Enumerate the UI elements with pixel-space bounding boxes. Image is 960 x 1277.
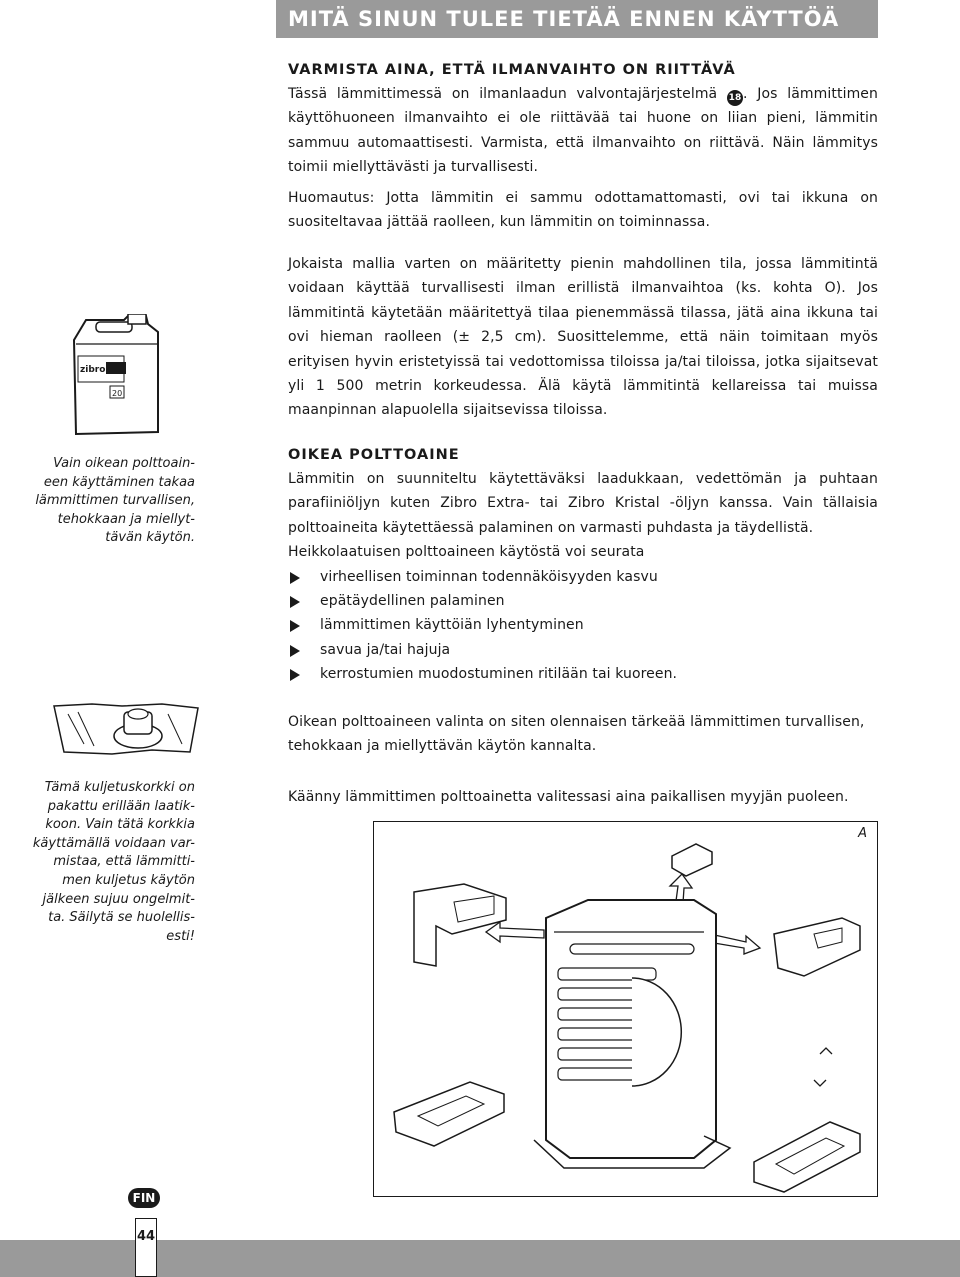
fuel-conclusion: Oikean polttoaineen valinta on siten olennaisen tärkeää lämmittimen turvallisen, tehokkaan ja miellyttävän käytön kannalta. bbox=[288, 714, 865, 755]
canister-capacity-text: 20 bbox=[112, 389, 123, 398]
ventilation-line1-end: . Jos lämmittimen bbox=[742, 86, 878, 102]
transport-cap-illustration bbox=[52, 700, 200, 758]
list-item: virheellisen toiminnan todennäköisyyden kasvu bbox=[288, 565, 878, 589]
language-badge: FIN bbox=[128, 1188, 160, 1208]
list-item: kerrostumien muodostuminen ritilään tai kuoreen. bbox=[288, 662, 878, 686]
min-space-paragraph: Jokaista mallia varten on määritetty pienin mahdollinen tila, jossa lämmitintä voidaan käyttää turvallisesti ilman erillistä ilmanvaihtoa (ks. kohta O). Jos lämmitintä käytetään määritettyä tilaa pienemmässä tilassa, jätä aina ikkuna tai ovi hieman raolleen (± 2,5 cm). Suosittelemme, että näin toimitaan myös erityisen hyvin eristetyissä tai vedottomissa tiloissa ja/tai tiloissa, jotka sijaitsevat yli 1 500 metrin korkeudessa. Älä käytä lämmitintä kellareissa tai muissa maanpinnan alapuolella sijaitsevissa tiloissa. bbox=[288, 256, 878, 419]
fuel-canister-illustration bbox=[66, 314, 166, 440]
list-item: savua ja/tai hajuja bbox=[288, 638, 878, 662]
list-item: lämmittimen käyttöiän lyhentyminen bbox=[288, 613, 878, 637]
list-item: epätäydellinen palaminen bbox=[288, 589, 878, 613]
fuel-consequences-intro: Heikkolaatuisen polttoaineen käytöstä voi seurata bbox=[288, 544, 645, 561]
ventilation-heading: VARMISTA AINA, ETTÄ ILMANVAIHTO ON RIITTÄVÄ bbox=[288, 62, 736, 78]
heater-drawing bbox=[374, 822, 877, 1196]
page-header: MITÄ SINUN TULEE TIETÄÄ ENNEN KÄYTTÖÄ bbox=[276, 0, 878, 38]
ventilation-text bbox=[288, 82, 878, 180]
heater-packaging-figure bbox=[373, 821, 878, 1197]
canister-brand-text: zibro bbox=[80, 365, 106, 375]
fuel-heading: OIKEA POLTTOAINE bbox=[288, 447, 460, 463]
fuel-side-caption: Vain oikean polttoain- een käyttäminen takaa lämmittimen turvallisen, tehokkaan ja miellyt- tävän käytön. bbox=[35, 456, 195, 546]
figure-label: A bbox=[858, 826, 867, 841]
ventilation-note: Huomautus: Jotta lämmitin ei sammu odottamattomasti, ovi tai ikkuna on suositeltavaa jättää raolleen, kun lämmitin on toiminnassa. bbox=[288, 189, 878, 231]
fuel-consequences-list bbox=[288, 565, 878, 687]
cap-side-caption: Tämä kuljetuskorkki on pakattu erillään laatik- koon. Vain tätä korkkia käyttämällä voidaan var- mistaa, että lämmitti- men kuljetus käytön jälkeen sujuu ongelmit- ta. Säilytä se huolellis- esti! bbox=[32, 780, 195, 944]
ventilation-line1-start: Tässä lämmittimessä on ilmanlaadun valvontajärjestelmä bbox=[288, 86, 718, 102]
page-number: 44 bbox=[135, 1218, 157, 1277]
ventilation-section bbox=[288, 58, 878, 234]
fuel-advice: Käänny lämmittimen polttoainetta valitessasi aina paikallisen myyjän puoleen. bbox=[288, 789, 849, 805]
ventilation-rest: käyttöhuoneen ilmanvaihto ei ole riittävää tai huone on liian pieni, lämmitin sammuu automaattisesti. Varmista, että ilmanvaihto on riittävä. Näin lämmitys toimii miellyttävästi ja turvallisesti. bbox=[288, 110, 878, 176]
fuel-intro: Lämmitin on suunniteltu käytettäväksi laadukkaan, vedettömän ja puhtaan parafiiniöljyn kuten Zibro Extra- tai Zibro Kristal -öljyn kanssa. Vain tällaisia polttoaineita käytettäessä palaminen on varmasti puhdasta ja täydellistä. bbox=[288, 471, 878, 536]
reference-number-badge: 18 bbox=[727, 90, 743, 106]
fuel-section bbox=[288, 443, 878, 687]
